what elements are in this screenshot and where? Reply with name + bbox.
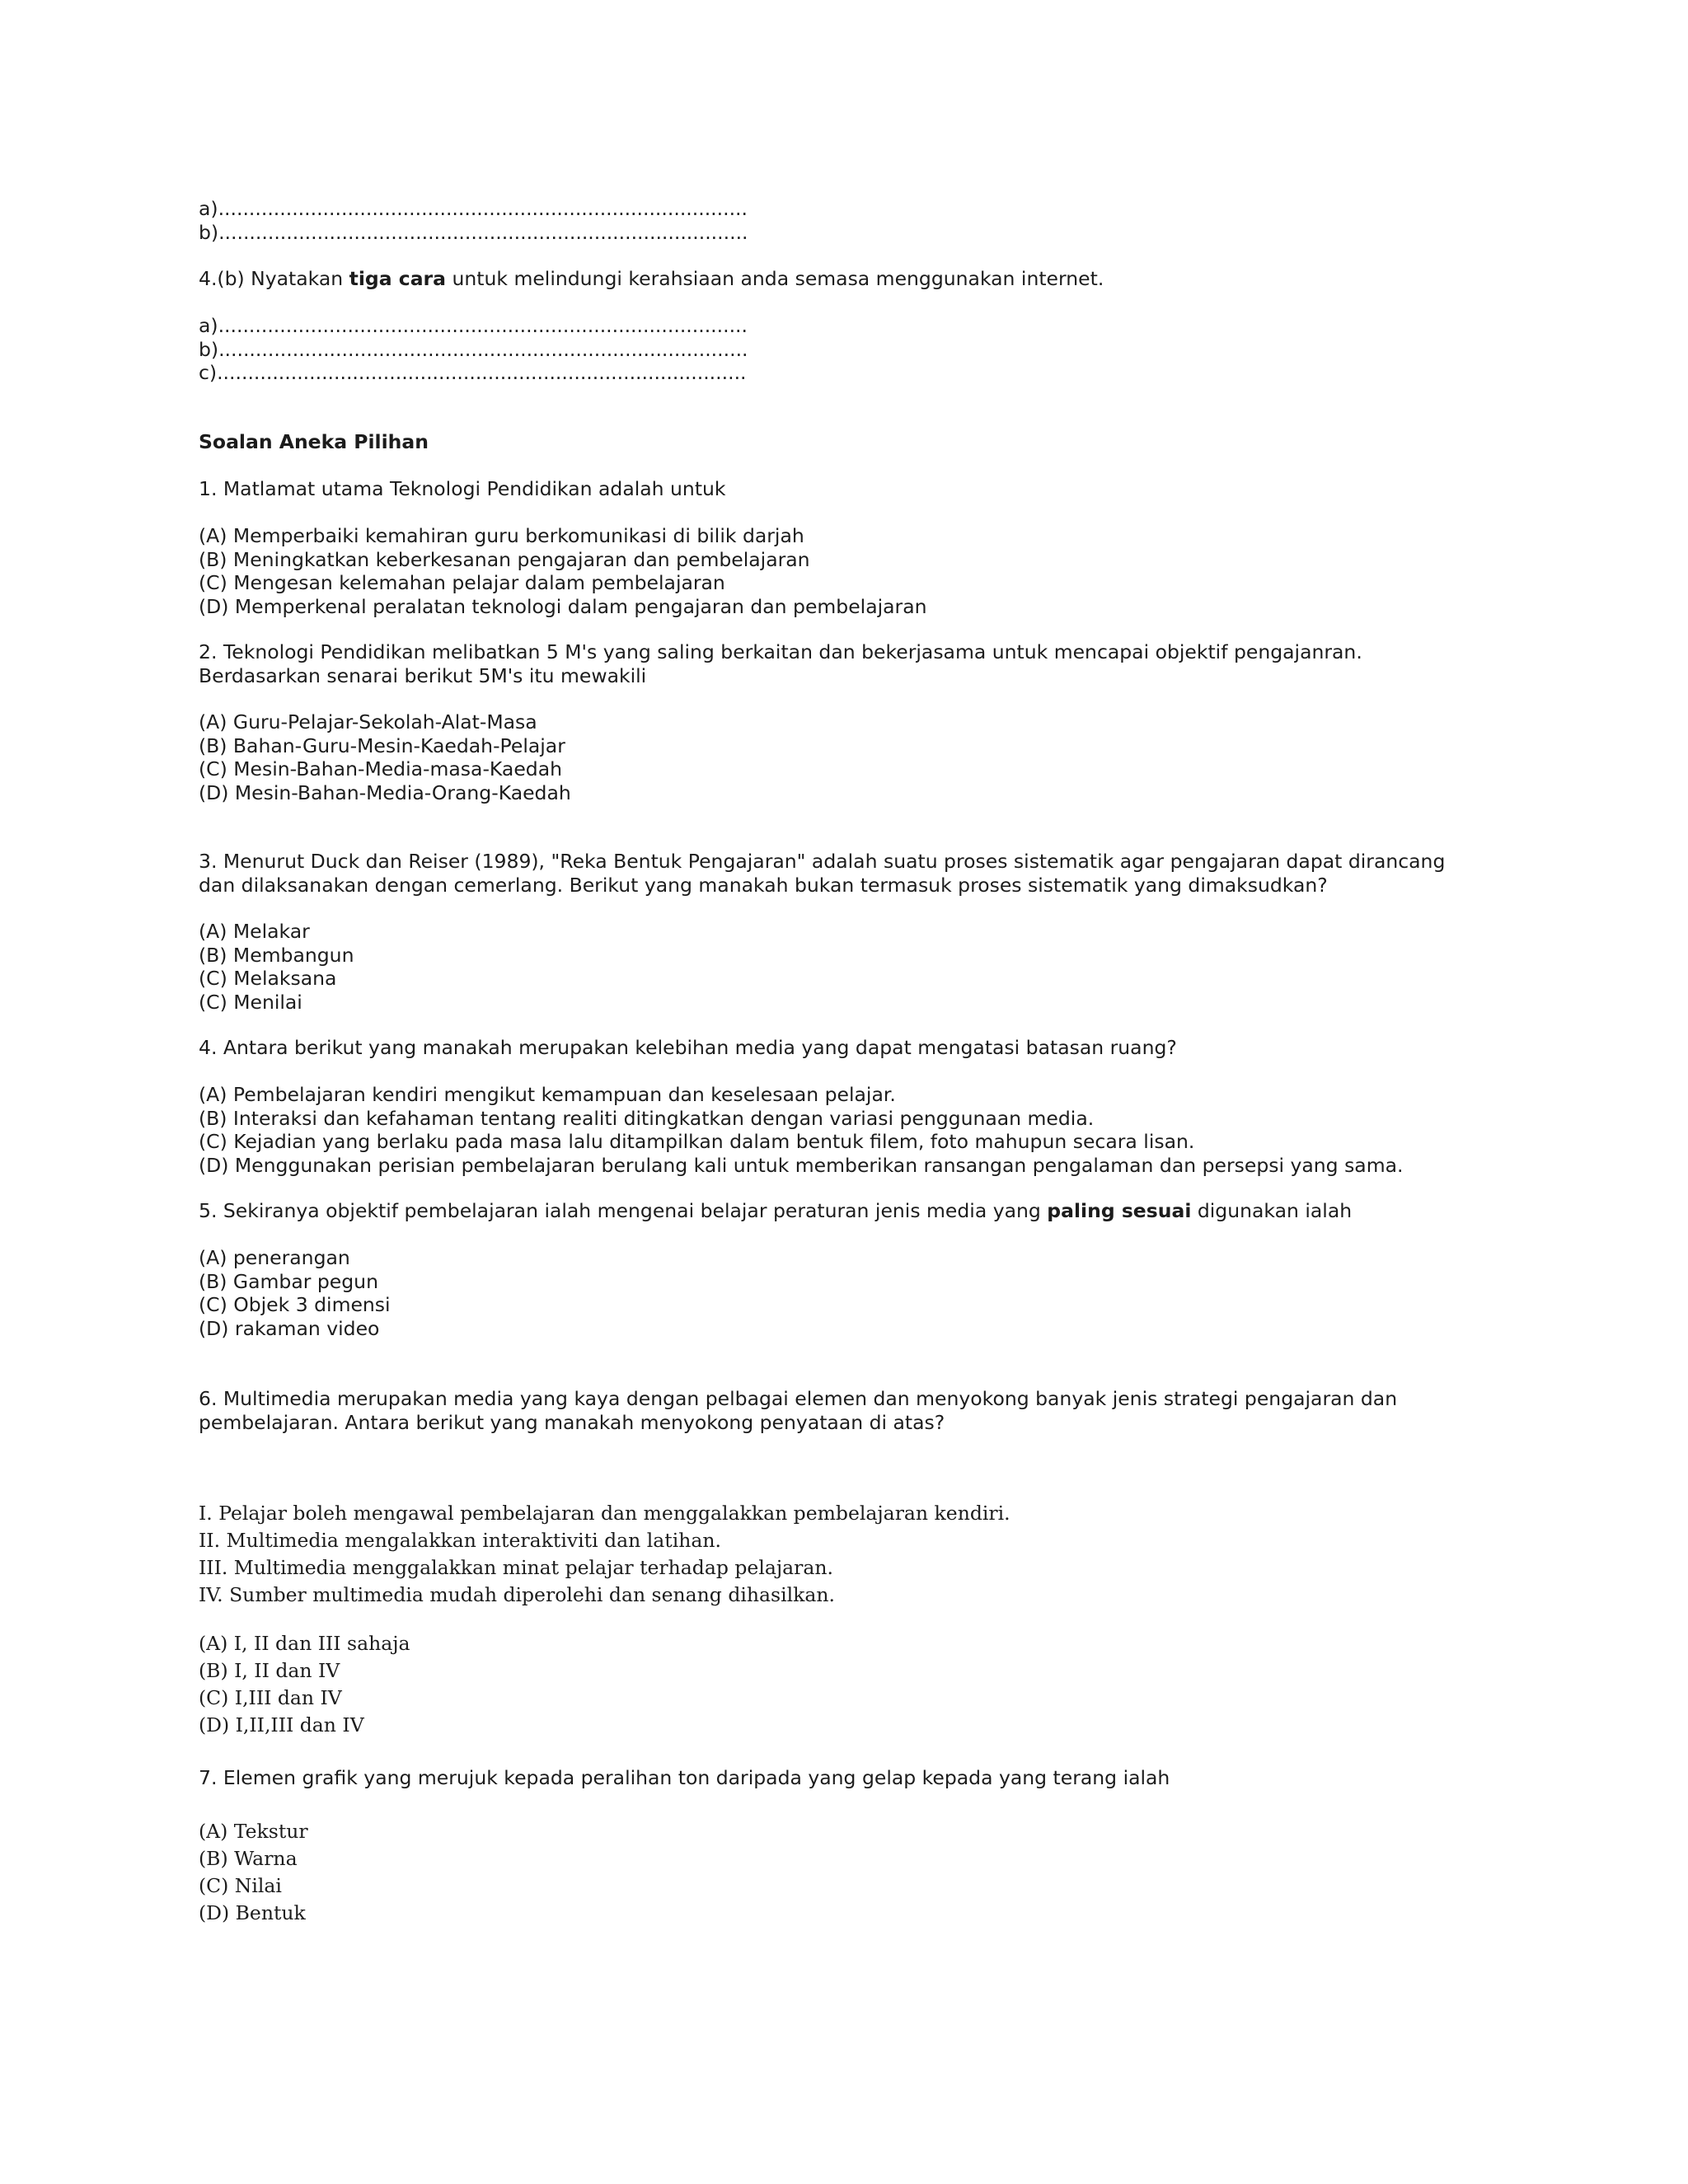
answer-line-b: b)......................................................................................: [199, 220, 748, 244]
statement: I. Pelajar boleh mengawal pembelajaran dan menggalakkan pembelajaran kendiri.: [199, 1502, 1010, 1525]
q3-question: [199, 850, 1501, 897]
option: (C) Nilai: [199, 1874, 282, 1897]
question-text: 7. Elemen grafik yang merujuk kepada peralihan ton daripada yang gelap kepada yang terang ialah: [199, 1766, 1170, 1789]
q6-question: [199, 1387, 1501, 1434]
option: (A) I, II dan III sahaja: [199, 1632, 410, 1655]
option: (B) Interaksi dan kefahaman tentang realiti ditingkatkan dengan variasi penggunaan media.: [199, 1106, 1095, 1130]
question-text-line-2: dan dilaksanakan dengan cemerlang. Berikut yang manakah bukan termasuk proses sistematik yang dimaksudkan?: [199, 873, 1328, 897]
option: (C) Kejadian yang berlaku pada masa lalu ditampilkan dalam bentuk filem, foto mahupun secara lisan.: [199, 1130, 1195, 1153]
q4-question: [199, 1036, 1501, 1060]
q4b-question: [199, 267, 1501, 291]
option: (D) I,II,III dan IV: [199, 1713, 364, 1736]
question-text-line-1: 2. Teknologi Pendidikan melibatkan 5 M's yang saling berkaitan dan bekerjasama untuk mencapai objektif pengajanran.: [199, 640, 1362, 663]
option: (A) Guru-Pelajar-Sekolah-Alat-Masa: [199, 710, 537, 733]
question-text-line-1: 3. Menurut Duck dan Reiser (1989), "Reka Bentuk Pengajaran" adalah suatu proses sistematik agar pengajaran dapat dirancang: [199, 850, 1446, 873]
q7-options: [199, 1818, 1501, 1927]
q1-options: [199, 524, 1501, 618]
q1-question: [199, 477, 1501, 501]
question-text: 1. Matlamat utama Teknologi Pendidikan adalah untuk: [199, 477, 726, 500]
q4-options: [199, 1083, 1501, 1177]
option: (B) Bahan-Guru-Mesin-Kaedah-Pelajar: [199, 733, 565, 757]
option: (C) Mesin-Bahan-Media-masa-Kaedah: [199, 757, 562, 780]
q6-options: [199, 1630, 1501, 1739]
option: (D) Menggunakan perisian pembelajaran berulang kali untuk memberikan ransangan pengalaman dan persepsi yang sama.: [199, 1153, 1404, 1177]
answer-line-a: a)......................................................................................: [199, 314, 748, 337]
option: (D) Bentuk: [199, 1901, 306, 1924]
option: (D) Mesin-Bahan-Media-Orang-Kaedah: [199, 780, 571, 804]
q5-emphasis: paling sesuai: [1047, 1199, 1192, 1222]
option: (B) Gambar pegun: [199, 1269, 378, 1293]
option: (A) Memperbaiki kemahiran guru berkomunikasi di bilik darjah: [199, 524, 804, 547]
question-text-line-1: 6. Multimedia merupakan media yang kaya dengan pelbagai elemen dan menyokong banyak jenis strategi pengajaran dan: [199, 1387, 1398, 1410]
question-text-line-2: Berdasarkan senarai berikut 5M's itu mewakili: [199, 663, 647, 687]
q7-question: [199, 1766, 1501, 1790]
option: (B) Warna: [199, 1847, 298, 1870]
section-title-block: [199, 430, 1501, 454]
option: (A) Pembelajaran kendiri mengikut kemampuan dan keselesaan pelajar.: [199, 1083, 896, 1106]
answer-line-c: c)......................................................................................: [199, 361, 747, 384]
statement: II. Multimedia mengalakkan interaktiviti dan latihan.: [199, 1529, 721, 1552]
section-title: Soalan Aneka Pilihan: [199, 430, 429, 453]
option: (B) Meningkatkan keberkesanan pengajaran dan pembelajaran: [199, 547, 810, 571]
option: (A) penerangan: [199, 1246, 350, 1269]
q3-options: [199, 920, 1501, 1014]
option: (C) Mengesan kelemahan pelajar dalam pembelajaran: [199, 571, 725, 594]
option: (A) Tekstur: [199, 1820, 308, 1843]
question-text-line-2: pembelajaran. Antara berikut yang manakah menyokong penyataan di atas?: [199, 1410, 945, 1434]
option: (B) Membangun: [199, 943, 354, 967]
option: (C) Menilai: [199, 990, 302, 1014]
q5-options: [199, 1246, 1501, 1340]
q4a-answer-lines: [199, 197, 1501, 244]
q4b-emphasis: tiga cara: [349, 267, 446, 290]
answer-line-b: b)......................................................................................: [199, 337, 748, 361]
question-text: 5. Sekiranya objektif pembelajaran ialah mengenai belajar peraturan jenis media yang paling sesuai digunakan ialah: [199, 1199, 1353, 1222]
q5-question: [199, 1199, 1501, 1223]
statement: III. Multimedia menggalakkan minat pelajar terhadap pelajaran.: [199, 1556, 833, 1579]
option: (D) rakaman video: [199, 1316, 380, 1340]
question-text: 4. Antara berikut yang manakah merupakan kelebihan media yang dapat mengatasi batasan ruang?: [199, 1036, 1177, 1059]
option: (C) I,III dan IV: [199, 1686, 342, 1709]
answer-line-a: a)......................................................................................: [199, 197, 748, 220]
option: (C) Objek 3 dimensi: [199, 1293, 391, 1316]
q4b-answer-lines: [199, 314, 1501, 385]
q2-question: [199, 640, 1501, 687]
q4b-text: 4.(b) Nyatakan tiga cara untuk melindungi kerahsiaan anda semasa menggunakan internet.: [199, 267, 1104, 290]
option: (D) Memperkenal peralatan teknologi dalam pengajaran dan pembelajaran: [199, 594, 927, 618]
option: (A) Melakar: [199, 920, 310, 943]
q6-statements: [199, 1500, 1501, 1609]
option: (B) I, II dan IV: [199, 1659, 340, 1682]
statement: IV. Sumber multimedia mudah diperolehi dan senang dihasilkan.: [199, 1583, 835, 1606]
option: (C) Melaksana: [199, 967, 337, 990]
q2-options: [199, 710, 1501, 804]
